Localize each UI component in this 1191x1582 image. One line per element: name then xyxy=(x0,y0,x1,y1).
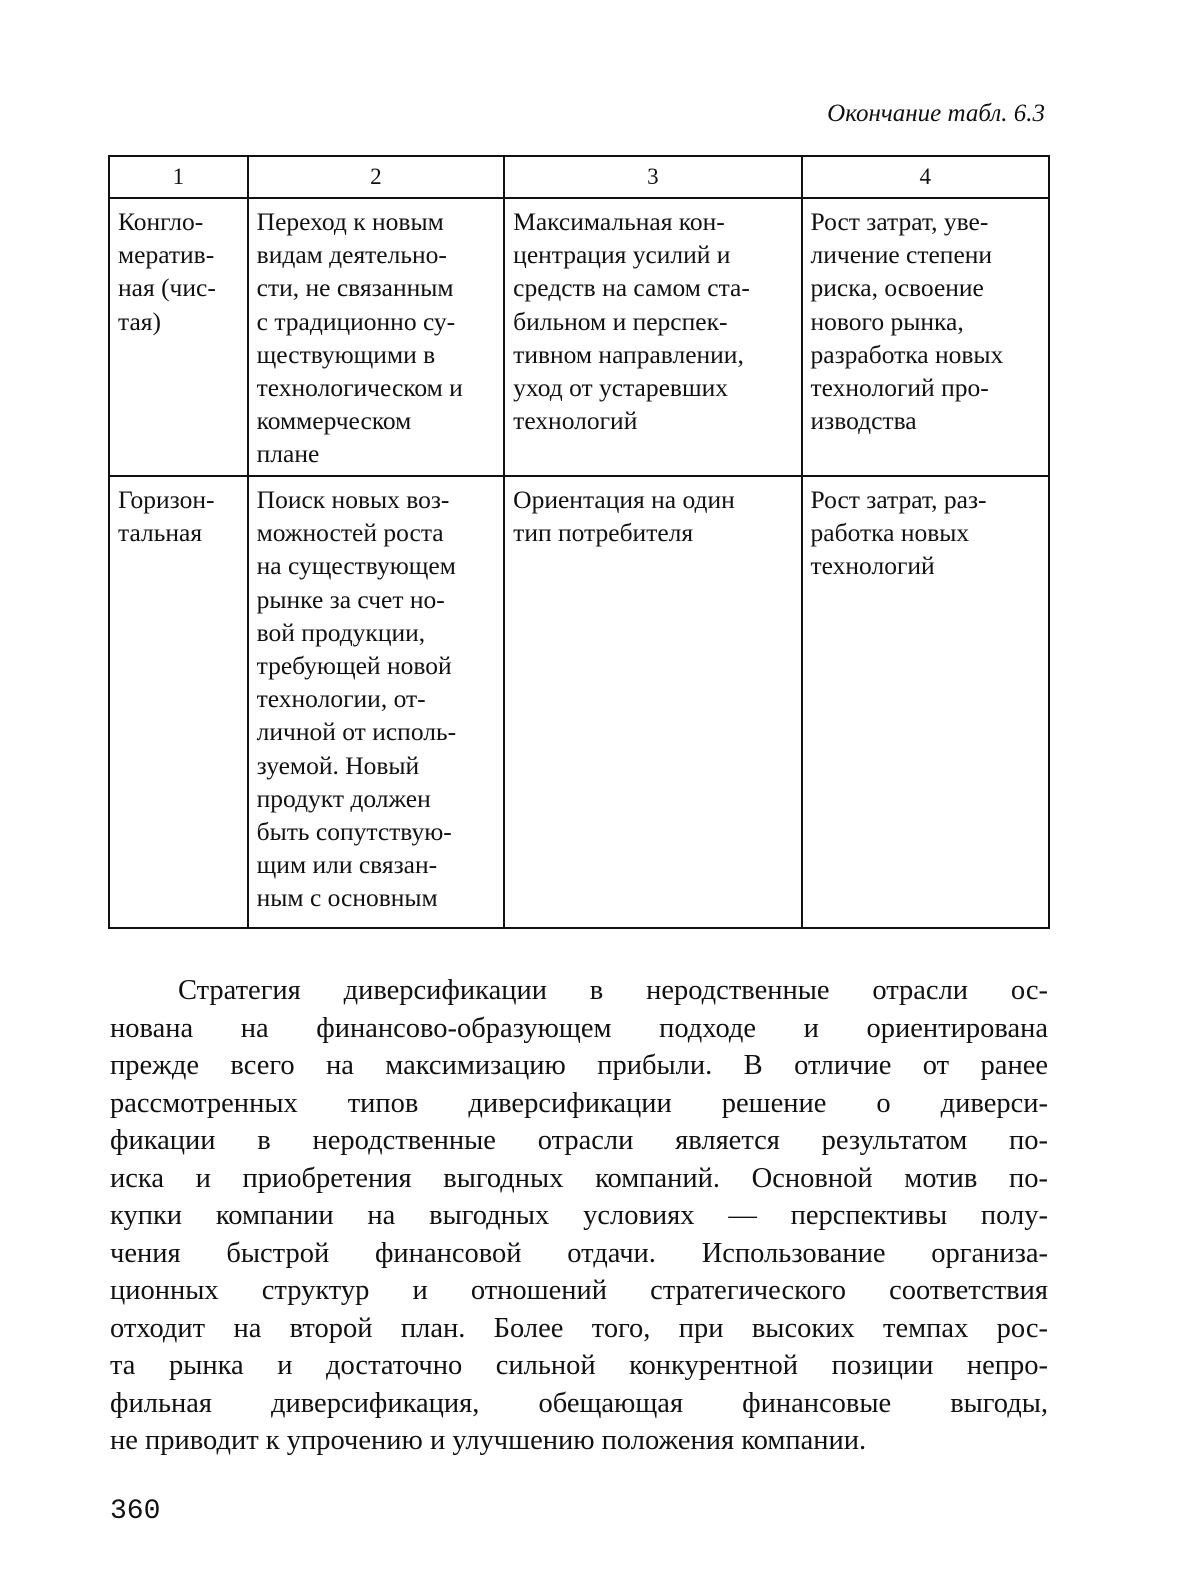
cell-line: технологическом и xyxy=(256,373,463,403)
table-caption: Окончание табл. 6.3 xyxy=(827,100,1045,127)
paragraph-line: не приводит к упрочению и улучшению положения компании. xyxy=(110,1425,867,1456)
paragraph-line: купки компании на выгодных условиях — перспективы полу- xyxy=(110,1200,1048,1231)
table-cell xyxy=(504,476,801,928)
cell-line: тип потребителя xyxy=(513,518,694,548)
table-cell xyxy=(504,198,801,476)
cell-line: Горизон- xyxy=(118,485,215,514)
cell-line: требующей новой xyxy=(256,651,452,681)
page-number: 360 xyxy=(110,1496,161,1527)
cell-line: риска, освоение xyxy=(810,273,984,303)
cell-line: центрация усилий и xyxy=(513,240,731,270)
cell-line: уход от устаревших xyxy=(513,373,728,403)
paragraph-line: фикации в неродственные отрасли является результатом по- xyxy=(110,1125,1048,1156)
cell-line: ная (чис- xyxy=(118,273,216,303)
cell-line: бильном и перспек- xyxy=(513,306,728,336)
cell-line: щим или связан- xyxy=(256,850,438,880)
cell-line: нового рынка, xyxy=(810,306,964,336)
cell-line: разработка новых xyxy=(810,339,1004,369)
paragraph-line: чения быстрой финансовой отдачи. Использование организа- xyxy=(110,1237,1048,1269)
table-cell xyxy=(248,198,505,476)
column-header: 1 xyxy=(109,156,248,198)
cell-line: средств на самом ста- xyxy=(513,273,750,303)
table-row xyxy=(109,198,1049,476)
cell-line: Рост затрат, уве- xyxy=(810,207,989,236)
table-cell xyxy=(802,476,1049,928)
cell-line: тивном направлении, xyxy=(513,339,744,369)
column-header: 4 xyxy=(802,156,1049,198)
cell-line: Ориентация на один xyxy=(513,485,735,514)
cell-line: на существующем xyxy=(256,551,456,581)
cell-line: сти, не связанным xyxy=(256,273,454,303)
strategy-table xyxy=(108,155,1050,929)
cell-line: технологии, от- xyxy=(256,684,426,714)
cell-line: продукт должен xyxy=(256,783,431,813)
table-cell xyxy=(109,476,248,928)
cell-line: работка новых xyxy=(810,518,970,548)
body-paragraph xyxy=(110,972,1048,1460)
paragraph-line: ционных структур и отношений стратегического соответствия xyxy=(110,1275,1048,1306)
paragraph-line: фильная диверсификация, обещающая финансовые выгоды, xyxy=(110,1387,1048,1419)
cell-line: можностей роста xyxy=(256,518,444,548)
table-cell xyxy=(802,198,1049,476)
cell-line: ществующими в xyxy=(256,339,436,369)
paragraph-line: иска и приобретения выгодных компаний. Основной мотив по- xyxy=(110,1162,1048,1194)
cell-line: личение степени xyxy=(810,240,993,270)
cell-line: личной от исполь- xyxy=(256,717,457,747)
cell-line: изводства xyxy=(810,406,917,436)
cell-line: рынке за счет но- xyxy=(256,584,445,614)
cell-line: технологий про- xyxy=(810,373,989,403)
cell-line: быть сопутствую- xyxy=(256,817,452,847)
cell-line: Максимальная кон- xyxy=(513,207,725,236)
column-header: 3 xyxy=(504,156,801,198)
paragraph-line: нована на финансово-образующем подходе и ориентирована xyxy=(110,1012,1048,1044)
cell-line: коммерческом xyxy=(256,406,412,436)
table-row xyxy=(109,476,1049,928)
cell-line: видам деятельно- xyxy=(256,240,447,270)
cell-line: плане xyxy=(256,439,320,469)
paragraph-line: Стратегия диверсификации в неродственные отрасли ос- xyxy=(178,975,1048,1006)
paragraph-line: отходит на второй план. Более того, при высоких темпах рос- xyxy=(110,1312,1048,1344)
cell-line: с традиционно су- xyxy=(256,306,456,336)
cell-line: зуемой. Новый xyxy=(256,750,420,780)
cell-line: Поиск новых воз- xyxy=(256,485,450,514)
cell-line: ным с основным xyxy=(256,883,438,913)
cell-line: Рост затрат, раз- xyxy=(810,485,987,514)
cell-line: вой продукции, xyxy=(256,617,426,647)
table-cell xyxy=(109,198,248,476)
paragraph-line: прежде всего на максимизацию прибыли. В отличие от ранее xyxy=(110,1050,1048,1081)
cell-line: мератив- xyxy=(118,240,215,270)
paragraph-line: та рынка и достаточно сильной конкурентной позиции непро- xyxy=(110,1350,1048,1381)
table-header-row xyxy=(109,156,1049,198)
table-cell xyxy=(248,476,505,928)
cell-line: технологий xyxy=(810,551,935,581)
cell-line: Переход к новым xyxy=(256,207,444,236)
cell-line: Конгло- xyxy=(118,207,204,236)
cell-line: технологий xyxy=(513,406,638,436)
cell-line: тальная xyxy=(118,518,203,548)
paragraph-line: рассмотренных типов диверсификации решение о диверси- xyxy=(110,1087,1048,1119)
column-header: 2 xyxy=(248,156,505,198)
cell-line: тая) xyxy=(118,306,161,336)
